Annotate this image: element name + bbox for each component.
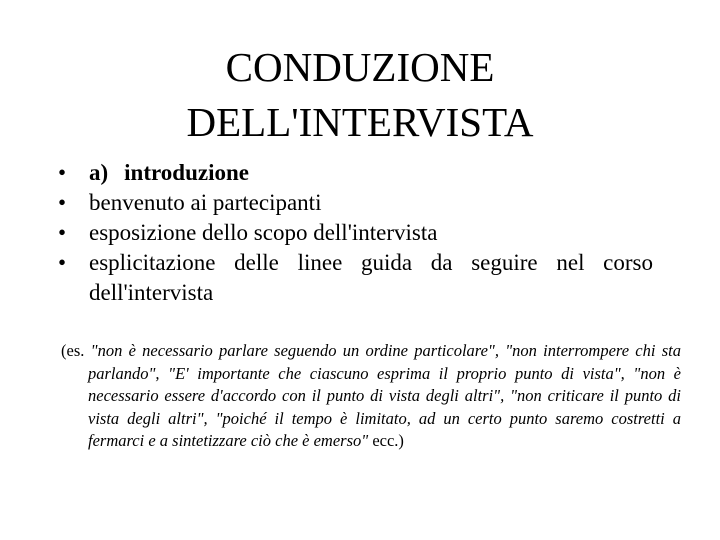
bullet-dot: • <box>58 190 67 215</box>
bullet-item-esplicitazione <box>58 248 653 308</box>
bullet-item-benvenuto <box>58 188 653 218</box>
bullet-heading <box>89 160 249 185</box>
bullet-marker: a) <box>89 160 109 185</box>
bullet-dot: • <box>58 160 67 185</box>
slide-title <box>0 40 720 150</box>
bullet-item-introduzione <box>58 158 653 188</box>
title-line-1: CONDUZIONE <box>225 44 495 90</box>
bullet-dot: • <box>58 250 67 275</box>
bullet-dot: • <box>58 220 67 245</box>
note-suffix: ecc.) <box>368 431 404 450</box>
bullet-text: esposizione dello scopo dell'intervista <box>89 220 438 245</box>
note-quotes: "non è necessario parlare seguendo un ordine particolare", "non interrompere chi sta parlando", "E' importante che ciascuno esprima il proprio punto di vista", "non è necessario essere d'accordo con il punto di vista degli altri", "non criticare il punto di vista degli altri", "poiché il tempo è limitato, ad un certo punto saremo costretti a fermarci e a sintetizzare ciò che è emerso" <box>88 341 681 450</box>
note-prefix: (es. <box>61 341 91 360</box>
bullet-text: benvenuto ai partecipanti <box>89 190 322 215</box>
title-line-2: DELL'INTERVISTA <box>186 99 534 145</box>
bullet-text: esplicitazione delle linee guida da seguire nel corso dell'intervista <box>89 250 653 305</box>
examples-note <box>61 340 681 453</box>
bullet-item-esposizione <box>58 218 653 248</box>
bullet-list <box>58 158 653 308</box>
bullet-text: introduzione <box>124 160 249 185</box>
